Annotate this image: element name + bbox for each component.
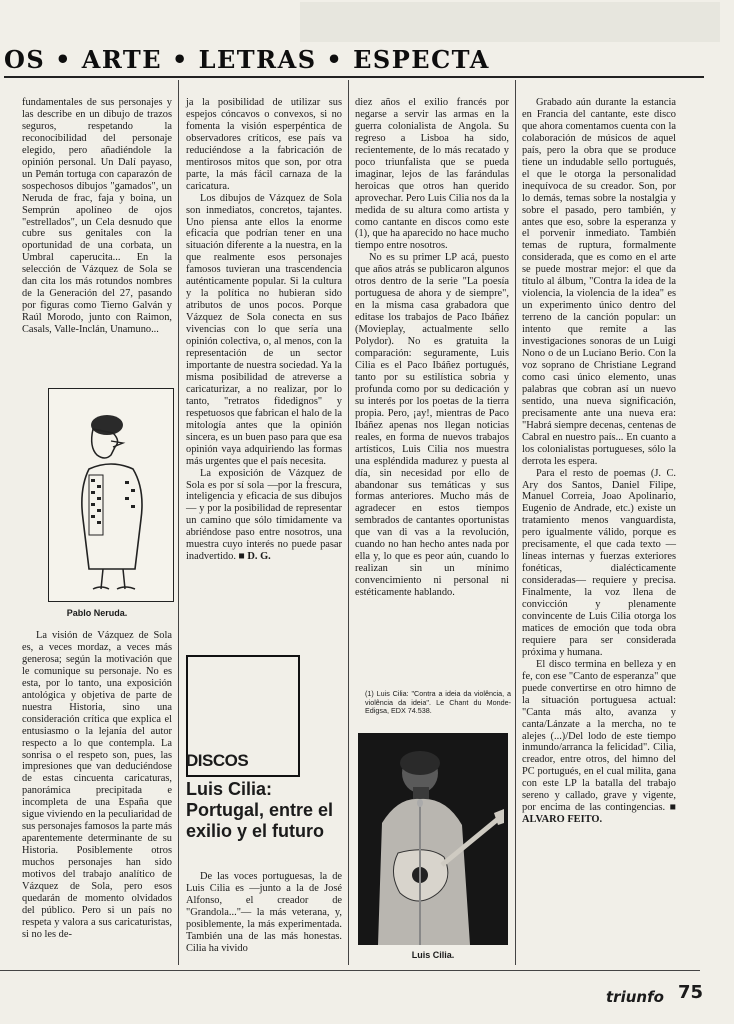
paragraph: [522, 659, 676, 826]
footer-rule: [0, 970, 700, 971]
paragraph-text: La exposición de Vázquez de Sola es por sí sola —por la frescura, inteligencia y eficacia de sus dibujos— y por la posibilidad de representar un camino que sólo tímidamente va abriéndose paso entre nosotros, una muestra cuyo interés no puede pasar inadvertido.: [186, 467, 342, 563]
author-signature: ■ ALVARO FEITO.: [522, 802, 676, 826]
column-divider: [515, 80, 516, 965]
neruda-caricature-drawing: [49, 389, 173, 601]
paragraph-text: El disco termina en belleza y en fe, con ese "Canto de esperanza" que puede convertirse en otro himno de la situación portuguesa actual: "Canta más alto, avanza y canta/Lánzate a la mercha, no te alejes (...)/Del lodo de este tiempo inmundo/arranca la felicidad". Cilia, creador, entre otros, del himno del PC portugués, en el cual milita, gana con este LP la batalla del trabajo sereno y callado, grave y vigente, por encima de las contingencias.: [522, 658, 676, 814]
column-2-top: [186, 97, 342, 563]
column-3: [355, 97, 509, 599]
header-ghost-strip: [300, 2, 720, 42]
column-1-top: [22, 97, 172, 336]
header-rule: [4, 76, 704, 78]
author-signature: ■ D. G.: [238, 551, 271, 563]
column-divider: [348, 80, 349, 965]
column-1-bottom: [22, 630, 172, 941]
paragraph: La visión de Vázquez de Sola es, a veces mordaz, a veces más generosa; según la motivación que le comunique su personaje. No es esta, por lo tanto, una exposición antológica y objetiva de parte de nuestra Historia, sino una consideración crítica que explica el entusiasmo o la lejanía del autor respecto a lo que contempla. La sonrisa o el respeto son, pues, las impresiones que van deduciéndose de estas cincuenta caricaturas, panorámica precipitada e incompleta de una España que sigue viviendo en la peculiaridad de sus personajes famosos la parte más aparentemente determinante de su Historia. Posiblemente otros muchos personajes han sido motivos del trabajo analítico de Vázquez de Sola, pero esos quedarán de momento olvidados del público. Pero si un país no respeta y valora a sus caricaturistas, si no les de-: [22, 630, 172, 940]
paragraph: [186, 468, 342, 564]
section-label: DISCOS: [186, 751, 249, 770]
article-headline: Luis Cilia: Portugal, entre el exilio y el futuro: [186, 779, 334, 841]
paragraph: diez años el exilio francés por negarse a servir las armas en la guerra colonialista de Angola. Su regreso a Lisboa ha sido, recientemente, de lo más recatado y poco triunfalista que se pueda imaginar, lejos de las farándulas heroicas que otros han querido aprovechar. Pero Luis Cilia nos da la medida de su altura como artista y como cantante en discos como este (1), que ha aparecido no hace mucho tiempo entre nosotros.: [355, 97, 509, 252]
paragraph: ja la posibilidad de utilizar sus espejos cóncavos o convexos, si no fomenta la visión esperpéntica de observadores críticos, ese país va reduciéndose a la fabricación de mentirosos mitos que son, por otra parte, la más fácil carnaza de la caricatura.: [186, 97, 342, 192]
column-divider: [178, 80, 179, 965]
figure-caption: Pablo Neruda.: [66, 608, 128, 618]
column-4: [522, 97, 676, 826]
footnote: (1) Luis Cilia: "Contra a ideia da violência, a violência da ideia". Le Chant du Monde-Edigsa, EDX 74.538.: [365, 689, 511, 716]
photo-caption: Luis Cilia.: [411, 950, 455, 960]
page-number: 75: [678, 982, 704, 1003]
magazine-masthead: triunfo: [606, 988, 664, 1006]
paragraph: fundamentales de sus personajes y las describe en un dibujo de trazos seguros, respetando la reconocibilidad del personaje elegido, pero añadiéndole la opinión personal. Un Dalí payaso, un Pemán tortuga con caparazón de sospechosos dibujos "gamados", un Neruda de frac, faja y boina, un Semprún apolíneo de ojos "estrellados", un Cela desnudo que cubre sus genitales con la oportunidad de una corbata, un Umbral caperucita... En la selección de Vázquez de Sola se dan cita los más rotundos nombres de la Generación del 27, pasando por figuras como Tierno Galván y Raúl Morodo, junto con Raimon, Casals, Valle-Inclán, Unamuno...: [22, 97, 172, 336]
caricature-image: [48, 388, 174, 602]
section-header: OS • ARTE • LETRAS • ESPECTA: [4, 45, 490, 74]
paragraph: Los dibujos de Vázquez de Sola son inmediatos, concretos, tajantes. Uno piensa ante ellos la enorme eficacia que podrían tener en una situación diferente a la nuestra, en la que realmente esos personajes famosos tuvieran una trascendencia auténticamente popular. Si la cultura y la política no hubieran sido atributos de unos pocos. Porque Vázquez de Sola conecta en sus vivencias con lo que sería una opinión colectiva, o, al menos, con la representación de un sector importante de nuestra sociedad. Ya la misma posibilidad de atreverse a caricaturizar, a no realizar, por lo tanto, "retratos fidedignos" y respetuosos que fabrican el halo de la mitología antes que la opinión sincera, es un buen paso para que esa opinión vaya adquiriendo las formas más urgentes que el país necesita.: [186, 192, 342, 467]
guitarist-photo-graphic: [358, 733, 508, 945]
paragraph: De las voces portuguesas, la de Luis Cilia es —junto a la de José Alfonso, el creador de "Grandola..."— la más veterana, y, posiblemente, la más experimentada. También una de las más honestas. Cilia ha vivido: [186, 871, 342, 954]
column-2-bottom: [186, 871, 342, 955]
paragraph: No es su primer LP acá, puesto que años atrás se publicaron algunos otros dentro de la serie "La poesía portuguesa de ahora y de siempre", en la misma casa grabadora que editase los trabajos de Paco Ibáñez (Movieplay, actualmente sello Polydor). No es gratuita la comparación: seguramente, Luis Cilia es el Paco Ibáñez portugués, tanto por su estilística sobria y profunda como por su dedicación y su interés por los poetas de la tierra propia. Pero, ¡ay!, mientras de Paco Ibáñez apenas nos llegan noticias reales, en forma de nuevos trabajos artísticos, Luis Cilia nos muestra una espléndida madurez y puesta al día, sin necesidad por ello de abandonar sus temáticas y sus formas anteriores. Mucho más de agradecer en estos tiempos sembrados de cantantes oportunistas que van di vas a la revolución, cuando no han hecho antes nada por ella y, lo que es peor aún, cuando lo realizan sin un mínimo convencimiento ni personal ni estéticamente hablando.: [355, 252, 509, 599]
singer-photo: [358, 733, 508, 945]
paragraph: Para el resto de poemas (J. C. Ary dos Santos, Daniel Filipe, Manuel Correia, Joao Apolinario, Eugenio de Andrade, etc.) existe un tratamiento menos vanguardista, pero igualmente válido, porque es precisamente, el que cada texto —líneas internas y fuerzas exteriores fonéticas, dialécticamente consideradas— requiere y precisa. Finalmente, la voz llena de convicción y plenamente convincente de Luis Cilia otorga los matices de emoción que toda obra requiere para ser considerada próxima y humana.: [522, 467, 676, 658]
paragraph: Grabado aún durante la estancia en Francia del cantante, este disco que ahora comentamos cuenta con la colaboración de músicos de aquel país, pero la obra que se produce tiene un indudable sello portugués, el que le otorga la personalidad inequívoca de su creador. Son, por lo demás, temas sobre la nostalgia y sobre el pasado, pero también, y antes que eso, sobre la esperanza y el porvenir inmediato. También temas de ruptura, formalmente considerada, que es como en el arte se puede mostrar mejor: el que da título al álbum, "Contra la idea de la violencia, la violencia de la idea" es un experimento único dentro del terreno de la canción popular: un intento que remite a las investigaciones sonoras de un Luigi Nono o de un Luciano Berio. Con la voz soprano de Christiane Legrand como casi único elemento, unas palabras que cobran así un nuevo sentido, una nueva significación, precisamente ante una nueva era: "Habrá siempre decenas, centenas de Cabral en nuestro país... En cuanto a los colonialistas portugueses, sólo la derrota les espera.: [522, 97, 676, 467]
